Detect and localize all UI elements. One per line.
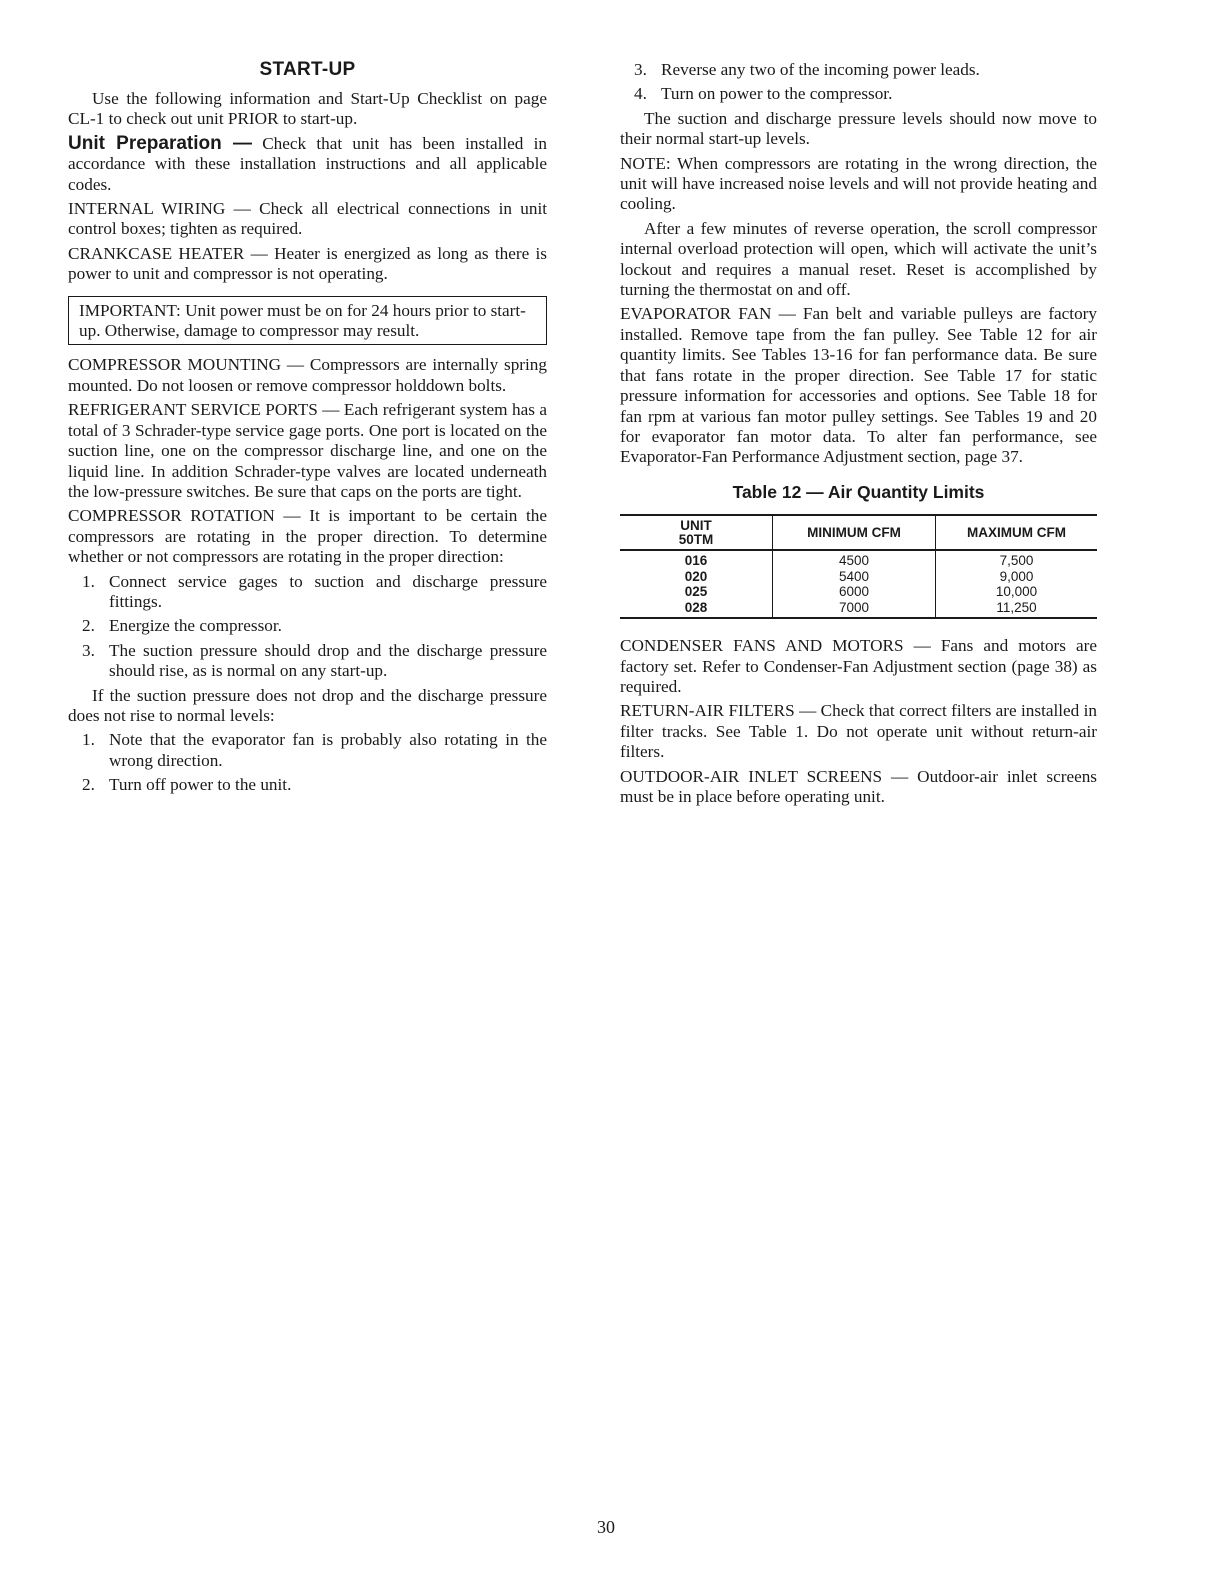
- crankcase-heater-paragraph: CRANKCASE HEATER — Heater is energized as long as there is power to unit and compressor is not operating.: [68, 243, 547, 284]
- compressor-rotation-paragraph: COMPRESSOR ROTATION — It is important to be certain the compressors are rotating in the proper direction. To determine whether or not compressors are rotating in the proper direction:: [68, 506, 547, 567]
- note-paragraph: NOTE: When compressors are rotating in the wrong direction, the unit will have increased noise levels and will not provide heating and cooling.: [620, 153, 1097, 214]
- unit-preparation-text: Check that unit has been installed in accordance with these installation instructions and all applicable codes.: [68, 133, 548, 194]
- table-row: 028 7000 11,250: [620, 600, 1097, 619]
- fix-steps-left: [68, 730, 547, 795]
- internal-wiring-paragraph: INTERNAL WIRING — Check all electrical connections in unit control boxes; tighten as required.: [68, 199, 547, 239]
- header-unit: UNIT 50TM: [620, 515, 773, 550]
- evaporator-fan-paragraph: EVAPORATOR FAN — Fan belt and variable pulleys are factory installed. Remove tape from the fan pulley. See Table 12 for air quantity limits. See Tables 13-16 for fan performance data. Be sure that fans rotate in the proper direction. See Table 17 for static pressure information for accessories and options. See Table 18 for fan rpm at various fan motor pulley settings. See Tables 19 and 20 for evaporator fan motor data. To alter fan performance, see Evaporator-Fan Performance Adjustment section, page 37.: [620, 304, 1097, 467]
- header-maximum-cfm: MAXIMUM CFM: [936, 515, 1098, 550]
- header-minimum-cfm: MINIMUM CFM: [773, 515, 936, 550]
- compressor-mounting-paragraph: COMPRESSOR MOUNTING — Compressors are internally spring mounted. Do not loosen or remove compressor holddown bolts.: [68, 355, 547, 395]
- table-header-row: [620, 515, 1097, 550]
- table-row: 016 4500 7,500: [620, 550, 1097, 569]
- list-item: 3. The suction pressure should drop and the discharge pressure should rise, as is normal on any start-up.: [82, 640, 547, 681]
- list-item: 2. Turn off power to the unit.: [82, 775, 292, 795]
- important-notice-box: IMPORTANT: Unit power must be on for 24 hours prior to start-up. Otherwise, damage to compressor may result.: [68, 296, 547, 346]
- left-column: [68, 60, 547, 800]
- intro-paragraph: Use the following information and Start-Up Checklist on page CL-1 to check out unit PRIOR to start-up.: [68, 89, 547, 129]
- refrigerant-service-ports-paragraph: REFRIGERANT SERVICE PORTS — Each refrigerant system has a total of 3 Schrader-type service gage ports. One port is located on the suction line, one on the compressor discharge line, and one on the liquid line. In addition Schrader-type valves are located underneath the low-pressure switches. Be sure that caps on the ports are tight.: [68, 400, 547, 501]
- pressure-note-paragraph: The suction and discharge pressure levels should now move to their normal start-up levels.: [620, 108, 1097, 149]
- table-row: 025 6000 10,000: [620, 584, 1097, 600]
- reverse-operation-paragraph: After a few minutes of reverse operation, the scroll compressor internal overload protection will open, which will activate the unit’s lockout and requires a manual reset. Reset is accomplished by turning the thermostat on and off.: [620, 218, 1097, 300]
- air-quantity-limits-table: [620, 514, 1097, 619]
- unit-preparation-paragraph: [68, 134, 547, 195]
- list-item: 2. Energize the compressor.: [82, 616, 282, 636]
- outdoor-air-screens-paragraph: OUTDOOR-AIR INLET SCREENS — Outdoor-air inlet screens must be in place before operating unit.: [620, 766, 1097, 806]
- rotation-check-steps: [68, 572, 547, 682]
- if-not-paragraph: If the suction pressure does not drop and the discharge pressure does not rise to normal levels:: [68, 685, 547, 725]
- table-title: Table 12 — Air Quantity Limits: [732, 481, 985, 502]
- list-item: 1. Connect service gages to suction and discharge pressure fittings.: [82, 571, 547, 611]
- page-number: 30: [597, 1517, 615, 1537]
- fix-steps-right: [620, 60, 1097, 105]
- condenser-fans-paragraph: CONDENSER FANS AND MOTORS — Fans and motors are factory set. Refer to Condenser-Fan Adjustment section (page 38) as required.: [620, 636, 1097, 696]
- list-item: 1. Note that the evaporator fan is probably also rotating in the wrong direction.: [82, 730, 547, 770]
- right-column: [620, 60, 1097, 811]
- unit-preparation-heading: Unit Preparation —: [68, 132, 252, 154]
- list-item: 4. Turn on power to the compressor.: [634, 84, 893, 104]
- list-item: 3. Reverse any two of the incoming power leads.: [634, 60, 980, 79]
- return-air-filters-paragraph: RETURN-AIR FILTERS — Check that correct filters are installed in filter tracks. See Table 1. Do not operate unit without return-air filters.: [620, 701, 1097, 762]
- table-row: 020 5400 9,000: [620, 569, 1097, 585]
- section-title: START-UP: [259, 59, 356, 80]
